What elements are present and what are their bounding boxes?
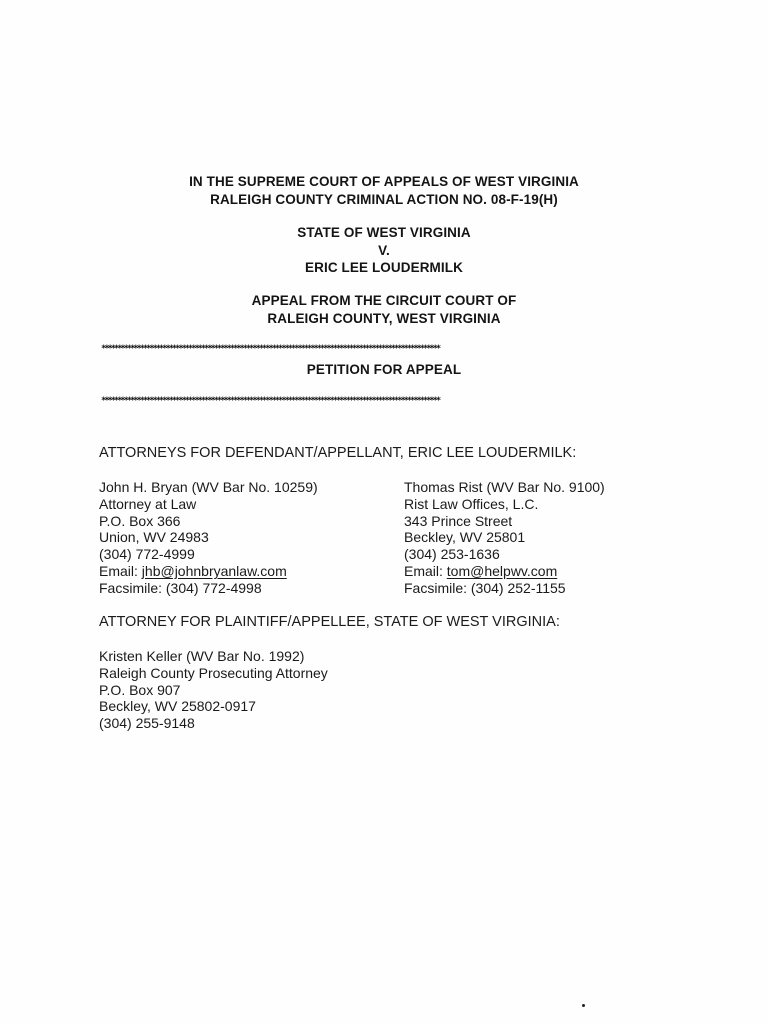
attorney-fax: Facsimile: (304) 772-4998 — [99, 579, 262, 596]
separator-top: ********************************************************************************************************* — [101, 344, 439, 354]
email-label: Email: — [404, 562, 447, 579]
attorney-address-line-2: Beckley, WV 25802-0917 — [99, 698, 256, 715]
versus-label: V. — [378, 242, 390, 258]
attorney-address-line-2: Beckley, WV 25801 — [404, 529, 526, 546]
party-state: STATE OF WEST VIRGINIA — [297, 225, 471, 240]
separator-bottom: ********************************************************************************************************* — [101, 396, 439, 406]
attorney-address-line-2: Union, WV 24983 — [99, 529, 209, 546]
party-defendant: ERIC LEE LOUDERMILK — [305, 260, 463, 275]
attorney-name: John H. Bryan (WV Bar No. 10259) — [99, 479, 318, 495]
document-title-block — [0, 361, 768, 379]
attorney-keller-block — [99, 648, 328, 732]
scan-speck — [582, 1004, 585, 1007]
email-label: Email: — [99, 562, 142, 579]
attorney-phone: (304) 255-9148 — [99, 715, 195, 732]
document-title: PETITION FOR APPEAL — [306, 362, 462, 377]
attorney-rist-block — [404, 479, 605, 597]
defendant-attorneys-heading: ATTORNEYS FOR DEFENDANT/APPELLANT, ERIC LEE LOUDERMILK: — [99, 445, 577, 461]
attorney-name: Kristen Keller (WV Bar No. 1992) — [99, 648, 305, 664]
attorney-phone: (304) 772-4999 — [99, 546, 195, 563]
attorney-address-line-1: P.O. Box 366 — [99, 512, 181, 529]
attorney-fax: Facsimile: (304) 252-1155 — [404, 579, 566, 596]
plaintiff-attorney-heading: ATTORNEY FOR PLAINTIFF/APPELLEE, STATE OF WEST VIRGINIA: — [99, 614, 560, 630]
email-link[interactable]: jhb@johnbryanlaw.com — [141, 562, 287, 579]
attorney-address-line-1: P.O. Box 907 — [99, 681, 181, 698]
criminal-action-number: RALEIGH COUNTY CRIMINAL ACTION NO. 08-F-19(H) — [210, 191, 558, 207]
attorney-email-line — [404, 563, 605, 580]
appeal-origin-line-2: RALEIGH COUNTY, WEST VIRGINIA — [267, 310, 501, 326]
attorney-title: Raleigh County Prosecuting Attorney — [99, 664, 328, 681]
attorney-title: Attorney at Law — [99, 495, 197, 512]
attorney-firm: Rist Law Offices, L.C. — [404, 495, 539, 512]
court-name: IN THE SUPREME COURT OF APPEALS OF WEST VIRGINIA — [189, 174, 579, 189]
attorney-address-line-1: 343 Prince Street — [404, 512, 513, 529]
attorney-phone: (304) 253-1636 — [404, 546, 500, 563]
appeal-origin — [0, 292, 768, 327]
attorney-email-line — [99, 563, 318, 580]
case-parties — [0, 224, 768, 277]
appeal-origin-line-1: APPEAL FROM THE CIRCUIT COURT OF — [251, 293, 517, 308]
email-link[interactable]: tom@helpwv.com — [446, 562, 558, 579]
attorney-bryan-block — [99, 479, 318, 597]
court-caption — [0, 173, 768, 208]
attorney-name: Thomas Rist (WV Bar No. 9100) — [404, 479, 605, 495]
